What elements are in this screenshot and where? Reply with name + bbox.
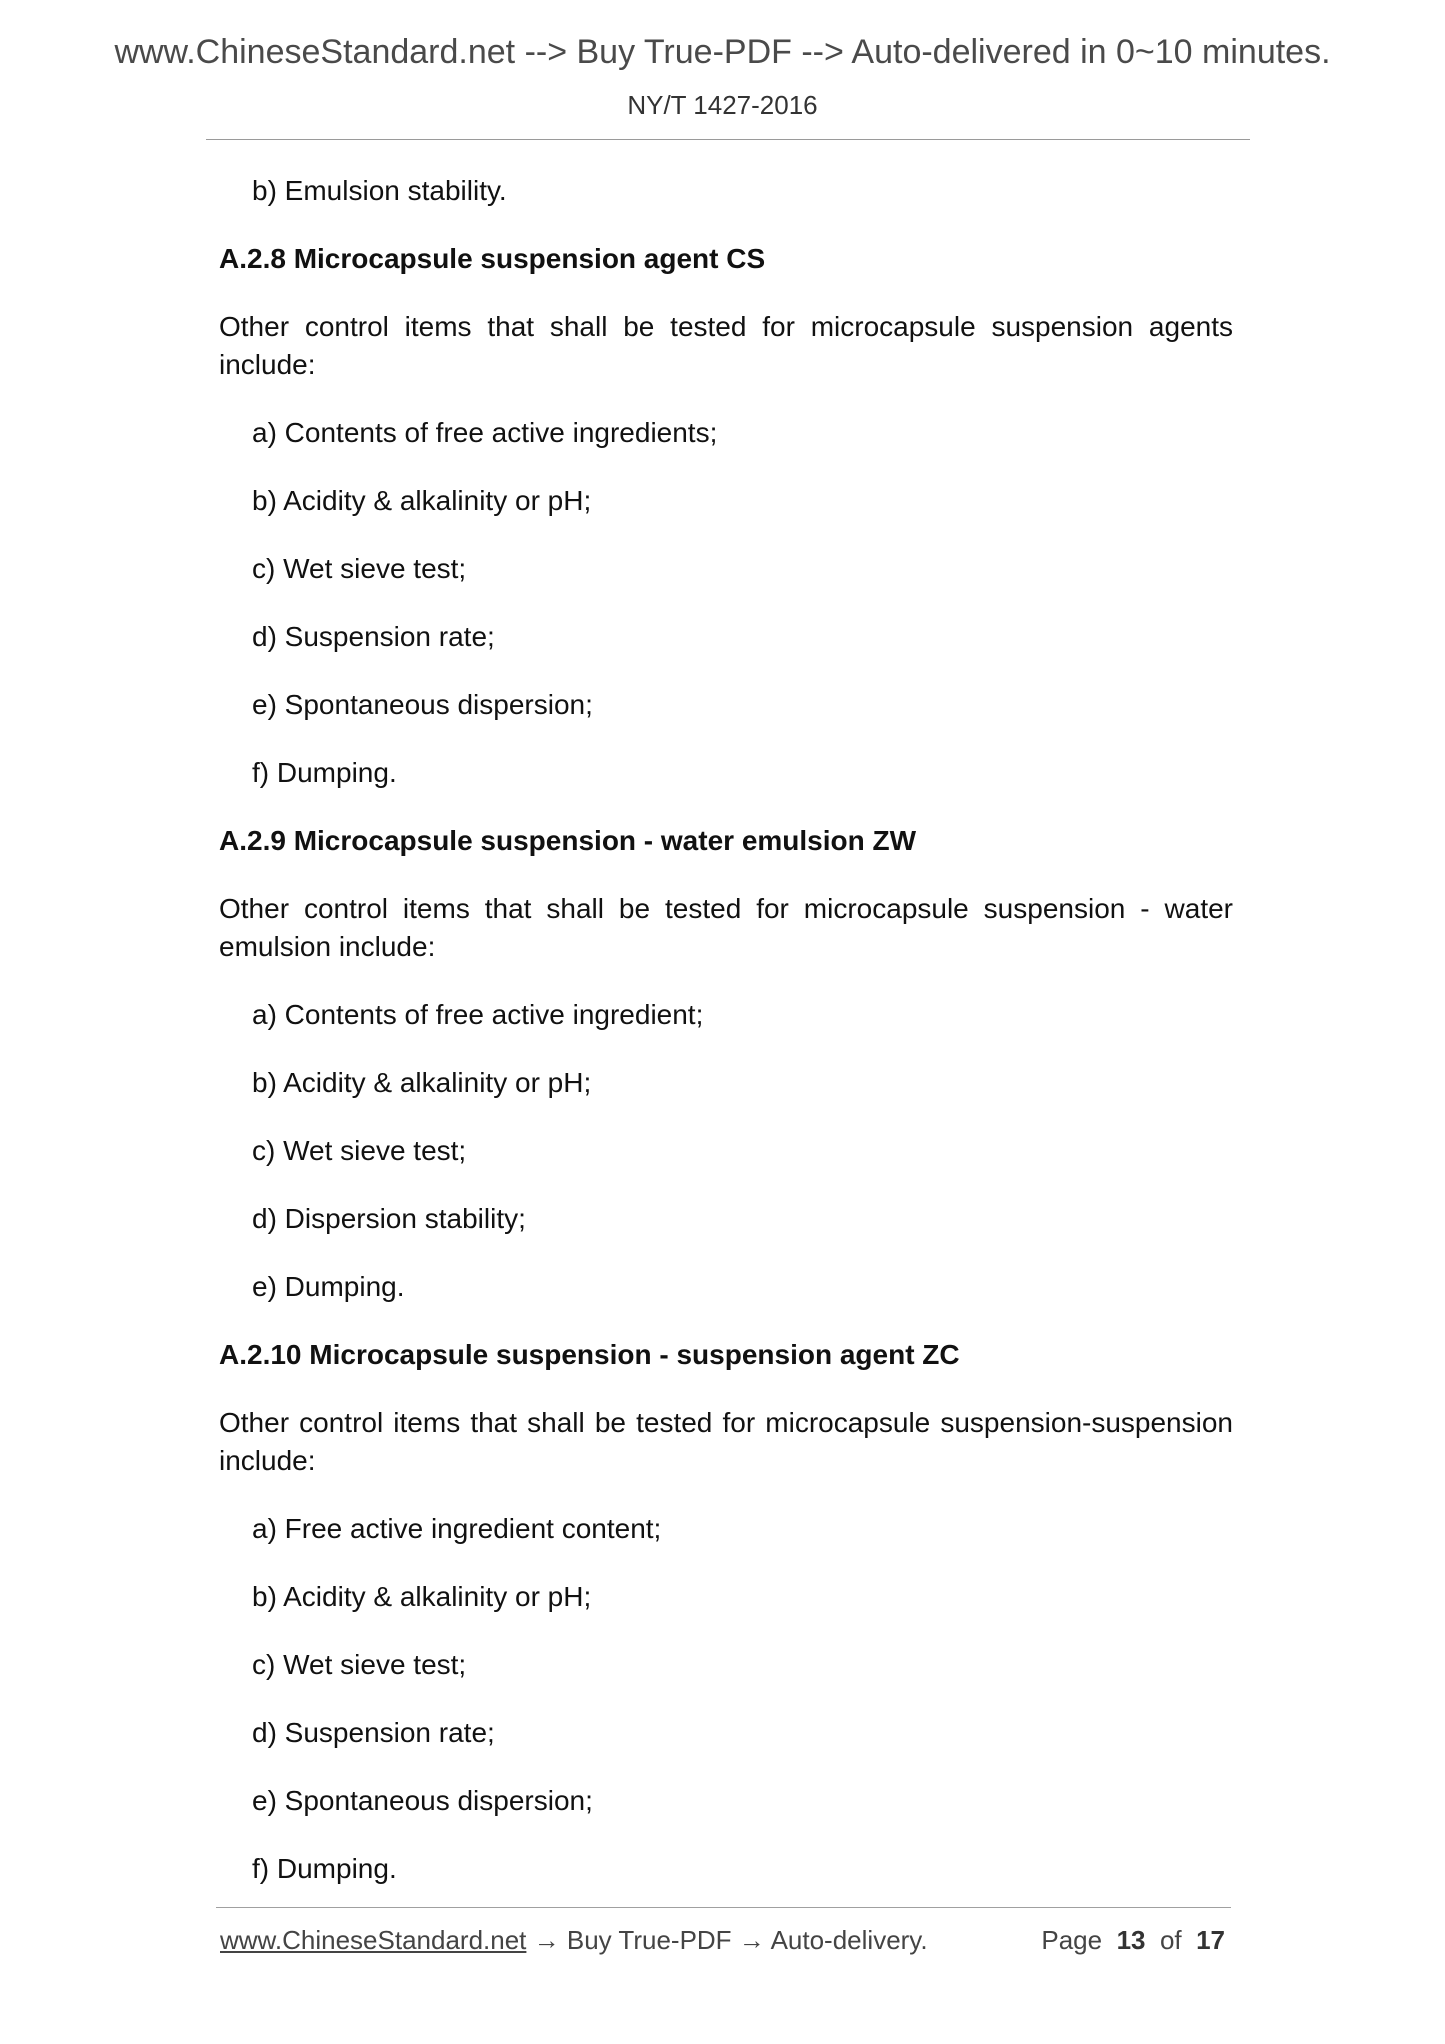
list-item: a) Contents of free active ingredient;	[252, 999, 704, 1030]
section-heading-a-2-9: A.2.9 Microcapsule suspension - water emulsion ZW	[219, 825, 917, 856]
footer-promo-text: → Buy True-PDF → Auto-delivery.	[526, 1925, 928, 1955]
document-code: NY/T 1427-2016	[627, 90, 818, 120]
list-item: b) Acidity & alkalinity or pH;	[252, 1581, 592, 1612]
section-intro: Other control items that shall be tested for microcapsule suspension - water emulsion include:	[219, 893, 1233, 962]
list-item: a) Free active ingredient content;	[252, 1513, 662, 1544]
list-item: d) Dispersion stability;	[252, 1203, 526, 1234]
list-item: d) Suspension rate;	[252, 621, 495, 652]
document-body	[219, 172, 1233, 1918]
list-item: a) Contents of free active ingredients;	[252, 417, 718, 448]
page-footer	[220, 1925, 1230, 1965]
page-counter	[1041, 1925, 1225, 1956]
of-label: of	[1159, 1925, 1182, 1955]
footer-promo	[220, 1925, 928, 1956]
footer-divider	[216, 1907, 1231, 1908]
list-item: e) Dumping.	[252, 1271, 405, 1302]
list-item: f) Dumping.	[252, 757, 397, 788]
list-item: d) Suspension rate;	[252, 1717, 495, 1748]
list-item: e) Spontaneous dispersion;	[252, 689, 593, 720]
top-banner: www.ChineseStandard.net --> Buy True-PDF --> Auto-delivered in 0~10 minutes.	[114, 33, 1331, 71]
section-intro: Other control items that shall be tested for microcapsule suspension agents include:	[219, 311, 1233, 380]
list-item: e) Spontaneous dispersion;	[252, 1785, 593, 1816]
list-item: b) Acidity & alkalinity or pH;	[252, 1067, 592, 1098]
list-item: f) Dumping.	[252, 1853, 397, 1884]
section-heading-a-2-10: A.2.10 Microcapsule suspension - suspension agent ZC	[219, 1339, 960, 1370]
list-item: b) Emulsion stability.	[252, 175, 507, 206]
section-heading-a-2-8: A.2.8 Microcapsule suspension agent CS	[219, 243, 766, 274]
page-label: Page	[1041, 1925, 1103, 1955]
list-item: c) Wet sieve test;	[252, 1649, 467, 1680]
list-item: c) Wet sieve test;	[252, 553, 467, 584]
list-item: c) Wet sieve test;	[252, 1135, 467, 1166]
total-pages: 17	[1196, 1925, 1225, 1955]
list-item: b) Acidity & alkalinity or pH;	[252, 485, 592, 516]
header-divider	[206, 139, 1250, 140]
section-intro: Other control items that shall be tested for microcapsule suspension-suspension include:	[219, 1407, 1233, 1476]
footer-website-link[interactable]: www.ChineseStandard.net	[220, 1925, 527, 1955]
page-number: 13	[1116, 1925, 1146, 1955]
